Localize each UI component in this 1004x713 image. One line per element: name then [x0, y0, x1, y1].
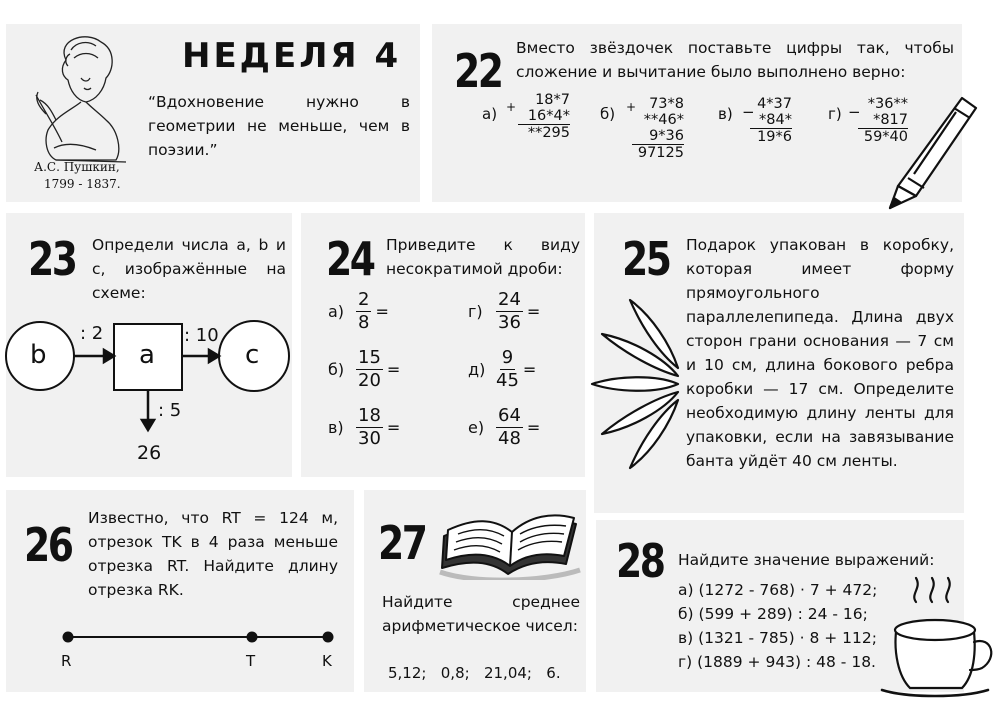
fraction-b-eq: =	[386, 360, 401, 379]
fraction-c-numerator: 18	[358, 405, 381, 426]
task22-number: 22	[454, 44, 502, 98]
task22-column-b	[632, 96, 684, 161]
author-name: А.С. Пушкин,	[34, 160, 120, 174]
task24-text: Приведите к виду несократимой дроби:	[386, 236, 580, 278]
fraction-f-eq: =	[526, 418, 541, 437]
fraction-a-eq: =	[375, 302, 389, 321]
fraction-f-label: е)	[468, 418, 485, 437]
fraction-f	[468, 405, 540, 450]
fraction-c-label: в)	[328, 418, 344, 437]
task22-sign-d: −	[848, 103, 861, 121]
task28-expr-a: а) (1272 - 768) · 7 + 472;	[678, 581, 878, 599]
task25-number: 25	[622, 232, 670, 286]
task22-label-d: г)	[828, 105, 842, 123]
task27-number: 27	[378, 516, 426, 570]
point-t-label: T	[246, 652, 256, 670]
op-div-2: : 2	[80, 323, 104, 344]
fraction-b-label: б)	[328, 360, 345, 379]
task22-b-row1: 73*8	[649, 96, 684, 112]
task22-c-row1: 4*37	[757, 96, 792, 112]
task26-number: 26	[24, 518, 72, 572]
fraction-e-numerator: 9	[501, 347, 514, 368]
fraction-b-numerator: 15	[358, 347, 381, 368]
result-26: 26	[137, 442, 162, 464]
fraction-d-denominator: 36	[498, 312, 521, 333]
task22-text: Вместо звёздочек поставьте цифры так, чтобы сложение и вычитание было выполнено верно:	[516, 39, 954, 81]
task25-text: Подарок упакован в коробку, которая имеет форму прямоугольного параллелепипеда. Длина двух сторон грани основания — 7 см и 10 см, длина бокового ребра коробки — 17 см. Определите необходимую длину ленты для упаковки, если на завязывание банта уйдёт 40 см ленты.	[686, 236, 954, 470]
task22-sign-a: +	[506, 100, 517, 114]
task23-number: 23	[28, 232, 76, 286]
fraction-e-label: д)	[468, 360, 486, 379]
fraction-c	[328, 405, 400, 450]
task22-d-row1: *36**	[867, 96, 908, 112]
task22-label-a: а)	[482, 105, 498, 123]
coffee-cup-icon	[878, 572, 1002, 706]
point-r	[63, 632, 74, 643]
task22-sign-c: −	[742, 103, 755, 121]
task22-b-row3: 9*36	[649, 128, 684, 144]
quote-text: “Вдохновение нужно в геометрии не меньше, чем в поэзии.”	[148, 93, 410, 159]
fraction-d-numerator: 24	[498, 289, 521, 310]
task22-c-result: 19*6	[750, 128, 792, 145]
bow-petals-icon	[586, 296, 686, 476]
fraction-b	[328, 347, 400, 392]
task22-label-c: в)	[718, 105, 733, 123]
task27-text: Найдите среднее арифметическое чисел:	[382, 593, 580, 635]
fraction-e-eq: =	[522, 360, 537, 379]
task22-column-a	[518, 92, 570, 141]
page-title: НЕДЕЛЯ 4	[182, 36, 402, 76]
task26-text: Известно, что RT = 124 м, отрезок TK в 4 раза меньше отрезка RT. Найдите длину отрезка RK.	[88, 509, 338, 599]
task23-diagram	[0, 310, 292, 460]
task28-number: 28	[616, 534, 664, 588]
task22-a-row2: 16*4*	[527, 108, 570, 124]
pushkin-portrait-icon	[26, 30, 136, 170]
fraction-f-numerator: 64	[498, 405, 521, 426]
point-k	[323, 632, 334, 643]
task28-text: Найдите значение выражений:	[678, 551, 935, 569]
fraction-d-label: г)	[468, 302, 483, 321]
point-t	[247, 632, 258, 643]
task22-d-result: 59*40	[858, 128, 908, 145]
op-div-10: : 10	[184, 325, 219, 346]
fraction-f-denominator: 48	[498, 428, 521, 449]
task22-label-b: б)	[600, 105, 616, 123]
task22-c-row2: *84*	[759, 112, 792, 128]
fraction-e	[468, 347, 536, 392]
task27-numbers: 5,12; 0,8; 21,04; 6.	[388, 664, 561, 682]
fraction-a	[328, 289, 389, 334]
task28-expr-c: в) (1321 - 785) · 8 + 112;	[678, 629, 877, 647]
fraction-d-eq: =	[526, 302, 541, 321]
fraction-c-eq: =	[386, 418, 401, 437]
fraction-c-denominator: 30	[358, 428, 381, 449]
point-r-label: R	[61, 652, 72, 670]
circle-b-label: b	[30, 340, 47, 370]
box-a-label: a	[139, 340, 155, 370]
circle-c-label: c	[245, 340, 260, 370]
task22-sign-b: +	[626, 100, 637, 114]
task24-number: 24	[326, 232, 374, 286]
fraction-b-denominator: 20	[358, 370, 381, 391]
pencil-icon	[884, 94, 980, 212]
task22-a-result: **295	[518, 124, 570, 141]
op-div-5: : 5	[158, 400, 182, 421]
task22-d-row2: *817	[873, 112, 908, 128]
fraction-d	[468, 289, 540, 334]
task28-expr-b: б) (599 + 289) : 24 - 16;	[678, 605, 868, 623]
task23-text: Определи числа a, b и c, изображённые на схеме:	[92, 236, 286, 302]
fraction-a-numerator: 2	[358, 289, 370, 310]
task22-b-row2: **46*	[643, 112, 684, 128]
task22-b-result: 97125	[632, 144, 684, 161]
task22-a-row1: 18*7	[535, 92, 570, 108]
task28-expr-d: г) (1889 + 943) : 48 - 18.	[678, 653, 876, 671]
fraction-e-denominator: 45	[496, 370, 519, 391]
segment-rk	[56, 626, 346, 648]
task22-column-c	[750, 96, 792, 145]
fraction-a-label: а)	[328, 302, 345, 321]
point-k-label: K	[322, 652, 332, 670]
author-years: 1799 - 1837.	[44, 177, 121, 191]
open-book-icon	[434, 494, 584, 580]
fraction-a-denominator: 8	[358, 312, 370, 333]
